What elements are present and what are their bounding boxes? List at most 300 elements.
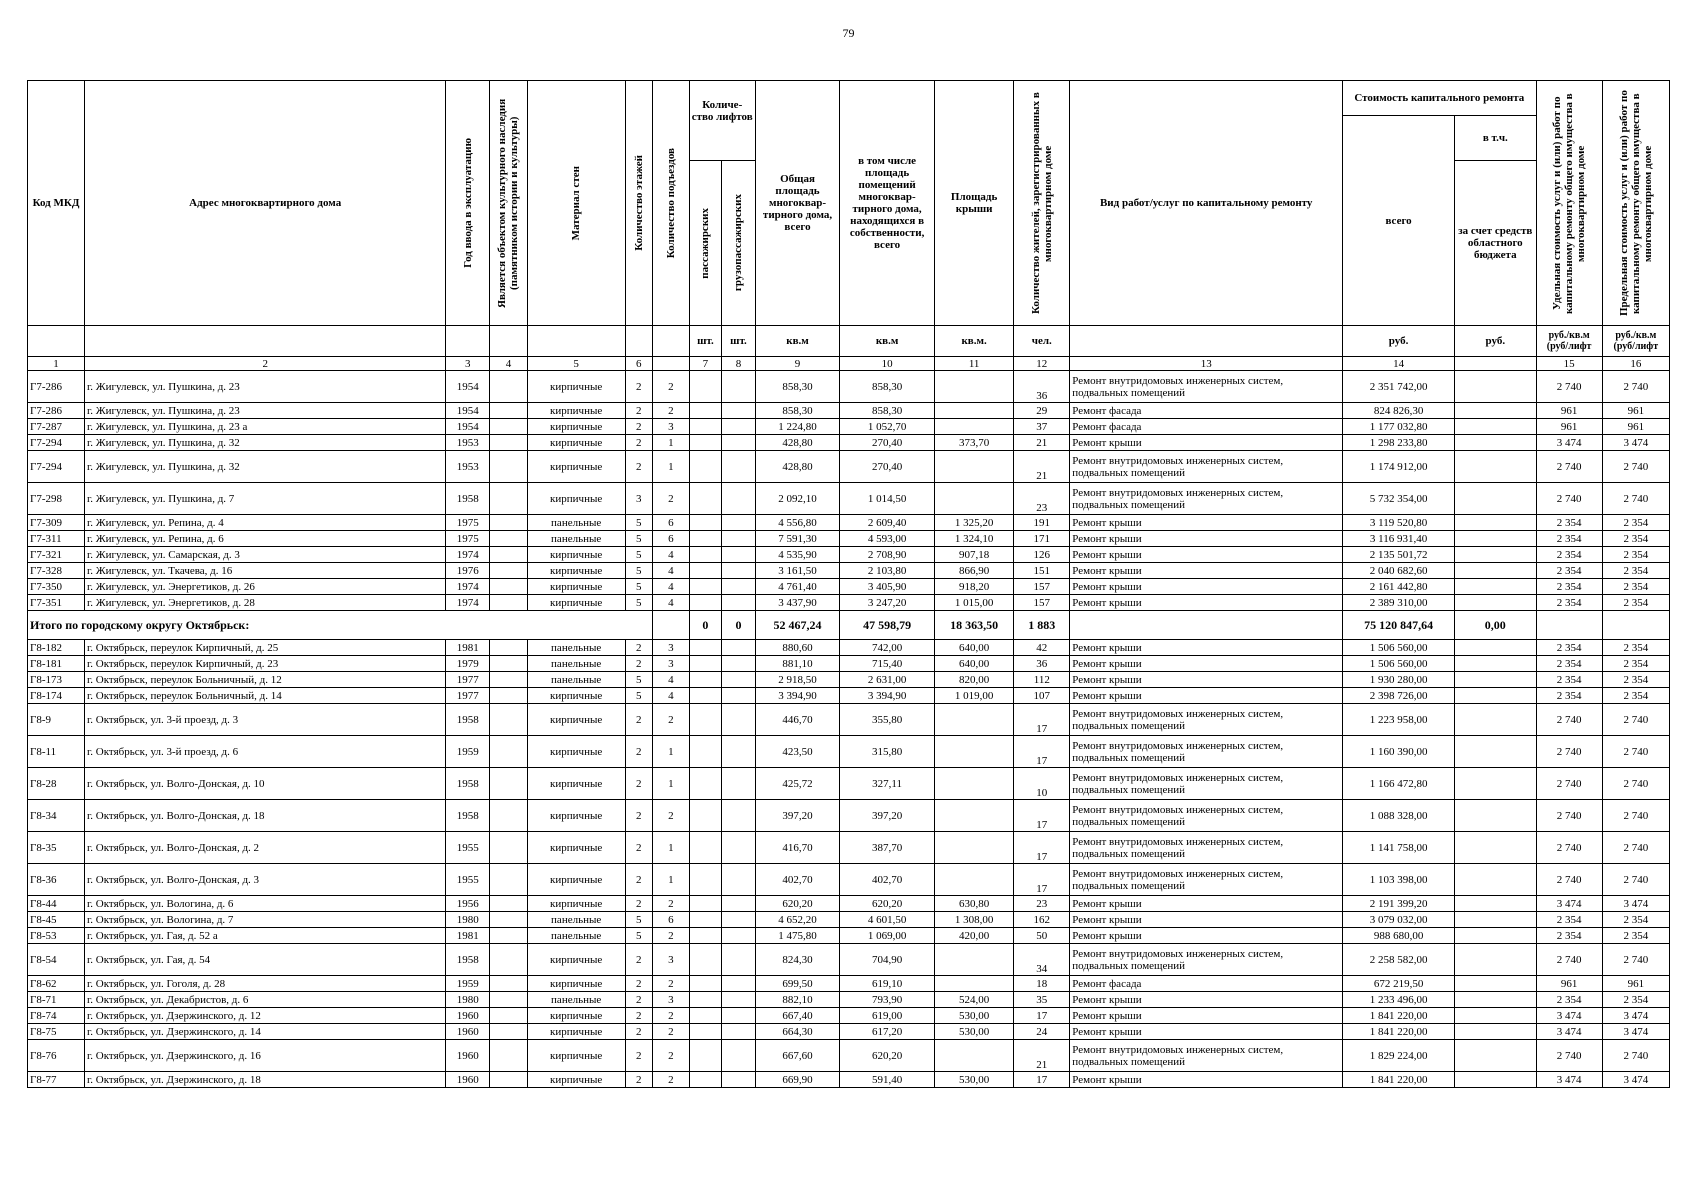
cell-heritage <box>490 912 528 928</box>
cell-material: панельные <box>527 515 625 531</box>
cell-roof-area <box>934 419 1013 435</box>
cell-owned-area: 327,11 <box>840 768 935 800</box>
cell-owned-area: 2 631,00 <box>840 672 935 688</box>
cell-address: г. Жигулевск, ул. Ткачева, д. 16 <box>85 563 446 579</box>
cell-work-type: Ремонт крыши <box>1070 435 1343 451</box>
cell-elev-pass <box>689 547 722 563</box>
cell-floors: 2 <box>625 656 652 672</box>
cell-year: 1953 <box>446 435 490 451</box>
cell-max-cost: 2 740 <box>1602 704 1669 736</box>
cell-entrances: 1 <box>653 768 690 800</box>
cell-material: панельные <box>527 672 625 688</box>
cell-floors: 2 <box>625 800 652 832</box>
table-row <box>28 579 1670 595</box>
cell-code: Г8-76 <box>28 1040 85 1072</box>
cell-total-area: 699,50 <box>755 976 839 992</box>
cell-year: 1960 <box>446 1008 490 1024</box>
cell-code: Г8-34 <box>28 800 85 832</box>
cell-owned-area: 858,30 <box>840 371 935 403</box>
cell-entrances: 1 <box>653 451 690 483</box>
cell-entrances: 1 <box>653 864 690 896</box>
cell-floors: 2 <box>625 640 652 656</box>
cell-cost-total: 2 258 582,00 <box>1343 944 1455 976</box>
cell-unit-cost: 2 354 <box>1536 912 1602 928</box>
cell-year: 1981 <box>446 640 490 656</box>
cell-unit-cost: 961 <box>1536 403 1602 419</box>
table-row <box>28 483 1670 515</box>
cell-max-cost: 3 474 <box>1602 435 1669 451</box>
cell-max-cost: 2 354 <box>1602 579 1669 595</box>
cell-year: 1979 <box>446 656 490 672</box>
cell-elev-pass <box>689 768 722 800</box>
cell-total-area: 4 761,40 <box>755 579 839 595</box>
cell-cost-total: 1 160 390,00 <box>1343 736 1455 768</box>
cell-year: 1958 <box>446 768 490 800</box>
cell-elev-cargo <box>722 419 756 435</box>
cell-elev-pass <box>689 912 722 928</box>
cell-cost-budget <box>1455 403 1536 419</box>
cell-work-type: Ремонт внутридомовых инженерных систем, подвальных помещений <box>1070 704 1343 736</box>
cell-residents: 107 <box>1014 688 1070 704</box>
cell-elev-pass <box>689 1040 722 1072</box>
cell-residents: 17 <box>1014 736 1070 768</box>
cell-owned-area: 4 593,00 <box>840 531 935 547</box>
cell-work-type: Ремонт крыши <box>1070 563 1343 579</box>
cell-cost-budget <box>1455 1008 1536 1024</box>
cell-entrances: 2 <box>653 800 690 832</box>
cell-cost-budget <box>1455 531 1536 547</box>
cell-owned-area: 619,10 <box>840 976 935 992</box>
cell-cost-budget <box>1455 768 1536 800</box>
cell-year: 1956 <box>446 896 490 912</box>
cell-residents: 151 <box>1014 563 1070 579</box>
cell-work-type: Ремонт крыши <box>1070 656 1343 672</box>
cell-elev-cargo <box>722 1008 756 1024</box>
table-row <box>28 896 1670 912</box>
unit-pcs: шт. <box>689 326 722 357</box>
cell-cost-total: 1 174 912,00 <box>1343 451 1455 483</box>
cell-code: Г7-350 <box>28 579 85 595</box>
cell-unit-cost: 2 740 <box>1536 800 1602 832</box>
cell-floors: 2 <box>625 1008 652 1024</box>
cell-heritage <box>490 704 528 736</box>
cell-floors: 2 <box>625 1072 652 1088</box>
total-pass-elevators: 0 <box>689 611 722 640</box>
cell-address: г. Октябрьск, переулок Кирпичный, д. 25 <box>85 640 446 656</box>
cell-cost-budget <box>1455 944 1536 976</box>
cell-heritage <box>490 1072 528 1088</box>
cell-address: г. Октябрьск, ул. Гоголя, д. 28 <box>85 976 446 992</box>
cell-entrances: 3 <box>653 419 690 435</box>
cell-code: Г8-44 <box>28 896 85 912</box>
cell-elev-cargo <box>722 928 756 944</box>
cell-year: 1959 <box>446 736 490 768</box>
cell-elev-cargo <box>722 896 756 912</box>
cell-cost-budget <box>1455 1040 1536 1072</box>
cell-cost-budget <box>1455 672 1536 688</box>
cell-cost-budget <box>1455 547 1536 563</box>
cell-cost-budget <box>1455 563 1536 579</box>
cell-total-area: 882,10 <box>755 992 839 1008</box>
cell-total-area: 4 652,20 <box>755 912 839 928</box>
cell-total-area: 667,60 <box>755 1040 839 1072</box>
cell-entrances: 4 <box>653 688 690 704</box>
cell-max-cost: 2 354 <box>1602 531 1669 547</box>
col-year-header: Год ввода в эксплуатацию <box>446 81 490 326</box>
cell-year: 1958 <box>446 800 490 832</box>
col-work-type-header: Вид работ/услуг по капитальному ремонту <box>1070 81 1343 326</box>
cell-code: Г7-294 <box>28 435 85 451</box>
cell-address: г. Октябрьск, ул. Волго-Донская, д. 18 <box>85 800 446 832</box>
cell-cost-budget <box>1455 736 1536 768</box>
cell-floors: 5 <box>625 579 652 595</box>
cell-year: 1960 <box>446 1024 490 1040</box>
cell-entrances: 2 <box>653 896 690 912</box>
cell-cost-total: 1 103 398,00 <box>1343 864 1455 896</box>
table-row <box>28 912 1670 928</box>
cell-entrances: 1 <box>653 832 690 864</box>
cell-entrances: 4 <box>653 547 690 563</box>
table-row <box>28 451 1670 483</box>
cell-cost-budget <box>1455 595 1536 611</box>
cell-roof-area: 1 324,10 <box>934 531 1013 547</box>
cell-floors: 5 <box>625 595 652 611</box>
cell-material: кирпичные <box>527 419 625 435</box>
cell-entrances: 2 <box>653 1040 690 1072</box>
cell-cost-budget <box>1455 640 1536 656</box>
cell-cost-total: 1 088 328,00 <box>1343 800 1455 832</box>
cell-cost-budget <box>1455 371 1536 403</box>
cell-heritage <box>490 531 528 547</box>
cell-max-cost: 2 740 <box>1602 864 1669 896</box>
cell-work-type: Ремонт крыши <box>1070 912 1343 928</box>
cell-unit-cost: 2 740 <box>1536 1040 1602 1072</box>
cell-total-area: 4 556,80 <box>755 515 839 531</box>
cell-cost-total: 2 398 726,00 <box>1343 688 1455 704</box>
total-section <box>28 611 1670 640</box>
cell-owned-area: 617,20 <box>840 1024 935 1040</box>
cell-owned-area: 793,90 <box>840 992 935 1008</box>
cell-unit-cost: 2 740 <box>1536 483 1602 515</box>
cell-max-cost: 2 354 <box>1602 656 1669 672</box>
cell-max-cost: 2 354 <box>1602 515 1669 531</box>
cell-cost-budget <box>1455 896 1536 912</box>
cell-cost-budget <box>1455 1024 1536 1040</box>
cell-roof-area: 530,00 <box>934 1024 1013 1040</box>
cell-total-area: 881,10 <box>755 656 839 672</box>
cell-elev-pass <box>689 563 722 579</box>
cell-elev-cargo <box>722 595 756 611</box>
col-number: 13 <box>1070 357 1343 371</box>
cell-cost-total: 1 233 496,00 <box>1343 992 1455 1008</box>
cell-material: кирпичные <box>527 944 625 976</box>
cell-heritage <box>490 371 528 403</box>
cell-material: панельные <box>527 531 625 547</box>
col-number <box>653 357 690 371</box>
cell-cost-budget <box>1455 992 1536 1008</box>
col-number: 14 <box>1343 357 1455 371</box>
table-row <box>28 992 1670 1008</box>
unit-people: чел. <box>1014 326 1070 357</box>
cell-roof-area <box>934 1040 1013 1072</box>
cell-owned-area: 2 103,80 <box>840 563 935 579</box>
cell-unit-cost: 2 740 <box>1536 768 1602 800</box>
cell-cost-total: 2 040 682,60 <box>1343 563 1455 579</box>
cell-owned-area: 3 247,20 <box>840 595 935 611</box>
cell-cost-total: 1 141 758,00 <box>1343 832 1455 864</box>
cell-roof-area <box>934 704 1013 736</box>
cell-residents: 17 <box>1014 800 1070 832</box>
cell-roof-area: 640,00 <box>934 640 1013 656</box>
cell-material: кирпичные <box>527 1072 625 1088</box>
cell-heritage <box>490 800 528 832</box>
cell-address: г. Жигулевск, ул. Пушкина, д. 23 <box>85 371 446 403</box>
cell-owned-area: 4 601,50 <box>840 912 935 928</box>
cell-roof-area: 420,00 <box>934 928 1013 944</box>
cell-max-cost: 2 740 <box>1602 768 1669 800</box>
cell-cost-budget <box>1455 976 1536 992</box>
cell-heritage <box>490 944 528 976</box>
cell-code: Г7-298 <box>28 483 85 515</box>
cell-elev-pass <box>689 992 722 1008</box>
cell-year: 1954 <box>446 403 490 419</box>
cell-elev-cargo <box>722 515 756 531</box>
cell-code: Г7-351 <box>28 595 85 611</box>
cell-material: панельные <box>527 912 625 928</box>
table-row <box>28 435 1670 451</box>
cell-work-type: Ремонт внутридомовых инженерных систем, подвальных помещений <box>1070 832 1343 864</box>
cell-elev-pass <box>689 944 722 976</box>
col-code-header: Код МКД <box>28 81 85 326</box>
cell-residents: 126 <box>1014 547 1070 563</box>
cell-year: 1977 <box>446 672 490 688</box>
cell-owned-area: 2 708,90 <box>840 547 935 563</box>
total-label: Итого по городскому округу Октябрьск: <box>28 611 653 640</box>
cell-work-type: Ремонт крыши <box>1070 688 1343 704</box>
cell-address: г. Жигулевск, ул. Пушкина, д. 32 <box>85 451 446 483</box>
cell-max-cost: 2 740 <box>1602 800 1669 832</box>
cell-work-type: Ремонт крыши <box>1070 547 1343 563</box>
col-number: 15 <box>1536 357 1602 371</box>
col-max-cost-header: Предельная стоимость услуг и (или) работ по капитальному ремонту общего имущества в многоквартирном доме <box>1602 81 1669 326</box>
cell-work-type: Ремонт внутридомовых инженерных систем, подвальных помещений <box>1070 864 1343 896</box>
cell-max-cost: 961 <box>1602 976 1669 992</box>
cell-material: кирпичные <box>527 864 625 896</box>
cell-address: г. Жигулевск, ул. Самарская, д. 3 <box>85 547 446 563</box>
cell-elev-cargo <box>722 992 756 1008</box>
cell-code: Г8-53 <box>28 928 85 944</box>
cell-address: г. Жигулевск, ул. Репина, д. 6 <box>85 531 446 547</box>
cell-floors: 2 <box>625 992 652 1008</box>
cell-owned-area: 355,80 <box>840 704 935 736</box>
cell-max-cost: 2 354 <box>1602 672 1669 688</box>
col-number <box>1455 357 1536 371</box>
cell-owned-area: 715,40 <box>840 656 935 672</box>
cell-cost-total: 2 135 501,72 <box>1343 547 1455 563</box>
cell-max-cost: 3 474 <box>1602 1024 1669 1040</box>
cell-material: кирпичные <box>527 563 625 579</box>
cell-owned-area: 3 394,90 <box>840 688 935 704</box>
table-row <box>28 944 1670 976</box>
cell-heritage <box>490 688 528 704</box>
cell-residents: 112 <box>1014 672 1070 688</box>
cell-elev-cargo <box>722 656 756 672</box>
cell-unit-cost: 2 354 <box>1536 928 1602 944</box>
cell-residents: 34 <box>1014 944 1070 976</box>
table-row <box>28 768 1670 800</box>
cell-heritage <box>490 976 528 992</box>
cell-roof-area: 373,70 <box>934 435 1013 451</box>
cell-residents: 17 <box>1014 832 1070 864</box>
cell-address: г. Жигулевск, ул. Энергетиков, д. 28 <box>85 595 446 611</box>
table-body-zhigulevsk <box>28 371 1670 611</box>
cell-unit-cost: 2 354 <box>1536 579 1602 595</box>
cell-total-area: 1 224,80 <box>755 419 839 435</box>
cell-heritage <box>490 1024 528 1040</box>
cell-year: 1955 <box>446 832 490 864</box>
cell-cost-budget <box>1455 832 1536 864</box>
cell-cost-total: 1 829 224,00 <box>1343 1040 1455 1072</box>
cell-total-area: 416,70 <box>755 832 839 864</box>
cell-cost-budget <box>1455 688 1536 704</box>
col-roof-area-header: Площадь крыши <box>934 81 1013 326</box>
cell-entrances: 6 <box>653 912 690 928</box>
cell-entrances: 3 <box>653 992 690 1008</box>
cell-roof-area <box>934 403 1013 419</box>
unit-pcs: шт. <box>722 326 756 357</box>
cell-entrances: 3 <box>653 944 690 976</box>
cell-year: 1980 <box>446 992 490 1008</box>
cell-elev-pass <box>689 656 722 672</box>
cell-material: кирпичные <box>527 435 625 451</box>
cell-max-cost: 3 474 <box>1602 1008 1669 1024</box>
col-elev-cargo-header: грузопассажирских <box>722 161 756 326</box>
cell-floors: 3 <box>625 483 652 515</box>
cell-cost-total: 1 841 220,00 <box>1343 1072 1455 1088</box>
cell-unit-cost: 2 354 <box>1536 515 1602 531</box>
cell-total-area: 7 591,30 <box>755 531 839 547</box>
cell-unit-cost: 2 740 <box>1536 704 1602 736</box>
table-row <box>28 371 1670 403</box>
cell-floors: 2 <box>625 704 652 736</box>
cell-cost-total: 1 841 220,00 <box>1343 1008 1455 1024</box>
cell-unit-cost: 2 354 <box>1536 688 1602 704</box>
cell-code: Г8-71 <box>28 992 85 1008</box>
cell-address: г. Октябрьск, ул. Волго-Донская, д. 3 <box>85 864 446 896</box>
cell-total-area: 2 918,50 <box>755 672 839 688</box>
cell-owned-area: 3 405,90 <box>840 579 935 595</box>
cell-floors: 5 <box>625 563 652 579</box>
cell-elev-pass <box>689 515 722 531</box>
cell-material: кирпичные <box>527 704 625 736</box>
cell-owned-area: 1 069,00 <box>840 928 935 944</box>
cell-max-cost: 2 354 <box>1602 640 1669 656</box>
table-row <box>28 403 1670 419</box>
cell-work-type: Ремонт крыши <box>1070 531 1343 547</box>
cell-total-area: 664,30 <box>755 1024 839 1040</box>
cell-owned-area: 270,40 <box>840 435 935 451</box>
cell-cost-total: 1 506 560,00 <box>1343 656 1455 672</box>
cell-cost-total: 5 732 354,00 <box>1343 483 1455 515</box>
cell-work-type: Ремонт внутридомовых инженерных систем, подвальных помещений <box>1070 736 1343 768</box>
cell-cost-budget <box>1455 483 1536 515</box>
cell-unit-cost: 2 354 <box>1536 640 1602 656</box>
cell-cost-total: 1 841 220,00 <box>1343 1024 1455 1040</box>
cell-residents: 35 <box>1014 992 1070 1008</box>
cell-work-type: Ремонт крыши <box>1070 640 1343 656</box>
table-row <box>28 736 1670 768</box>
cell-entrances: 2 <box>653 976 690 992</box>
cell-roof-area: 530,00 <box>934 1072 1013 1088</box>
cell-max-cost: 2 354 <box>1602 928 1669 944</box>
cell-roof-area: 866,90 <box>934 563 1013 579</box>
cell-heritage <box>490 736 528 768</box>
cell-address: г. Октябрьск, ул. Вологина, д. 7 <box>85 912 446 928</box>
table-row <box>28 563 1670 579</box>
cell-material: кирпичные <box>527 736 625 768</box>
cell-total-area: 3 437,90 <box>755 595 839 611</box>
table-row <box>28 547 1670 563</box>
cell-work-type: Ремонт крыши <box>1070 595 1343 611</box>
table-row <box>28 640 1670 656</box>
cell-max-cost: 2 740 <box>1602 371 1669 403</box>
cell-work-type: Ремонт крыши <box>1070 1072 1343 1088</box>
cell-max-cost: 2 740 <box>1602 451 1669 483</box>
table-row <box>28 704 1670 736</box>
cell-residents: 24 <box>1014 1024 1070 1040</box>
cell-elev-pass <box>689 579 722 595</box>
cell-residents: 18 <box>1014 976 1070 992</box>
cell-entrances: 2 <box>653 483 690 515</box>
total-budget: 0,00 <box>1455 611 1536 640</box>
cell-total-area: 425,72 <box>755 768 839 800</box>
cell-address: г. Жигулевск, ул. Энергетиков, д. 26 <box>85 579 446 595</box>
cell-roof-area: 1 015,00 <box>934 595 1013 611</box>
cell-elev-cargo <box>722 451 756 483</box>
cell-residents: 37 <box>1014 419 1070 435</box>
cell-floors: 5 <box>625 688 652 704</box>
cell-work-type: Ремонт внутридомовых инженерных систем, подвальных помещений <box>1070 451 1343 483</box>
cell-elev-pass <box>689 640 722 656</box>
cell-owned-area: 742,00 <box>840 640 935 656</box>
cell-total-area: 428,80 <box>755 451 839 483</box>
cell-total-area: 858,30 <box>755 371 839 403</box>
unit-rate: руб./кв.м (руб/лифт <box>1536 326 1602 357</box>
cell-max-cost: 2 740 <box>1602 1040 1669 1072</box>
cell-residents: 23 <box>1014 896 1070 912</box>
cell-address: г. Октябрьск, ул. Волго-Донская, д. 10 <box>85 768 446 800</box>
cell-elev-cargo <box>722 944 756 976</box>
cell-work-type: Ремонт внутридомовых инженерных систем, подвальных помещений <box>1070 371 1343 403</box>
cell-year: 1954 <box>446 419 490 435</box>
cell-code: Г7-287 <box>28 419 85 435</box>
cell-work-type: Ремонт крыши <box>1070 515 1343 531</box>
cell-material: панельные <box>527 656 625 672</box>
cell-heritage <box>490 419 528 435</box>
cell-heritage <box>490 579 528 595</box>
cell-unit-cost: 3 474 <box>1536 1072 1602 1088</box>
cell-address: г. Жигулевск, ул. Пушкина, д. 23 а <box>85 419 446 435</box>
cell-address: г. Октябрьск, ул. 3-й проезд, д. 3 <box>85 704 446 736</box>
cell-cost-total: 3 119 520,80 <box>1343 515 1455 531</box>
cell-material: панельные <box>527 992 625 1008</box>
cell-code: Г8-9 <box>28 704 85 736</box>
cell-address: г. Октябрьск, ул. Дзержинского, д. 14 <box>85 1024 446 1040</box>
cell-unit-cost: 2 740 <box>1536 864 1602 896</box>
cell-owned-area: 858,30 <box>840 403 935 419</box>
cell-max-cost: 961 <box>1602 419 1669 435</box>
cell-residents: 23 <box>1014 483 1070 515</box>
